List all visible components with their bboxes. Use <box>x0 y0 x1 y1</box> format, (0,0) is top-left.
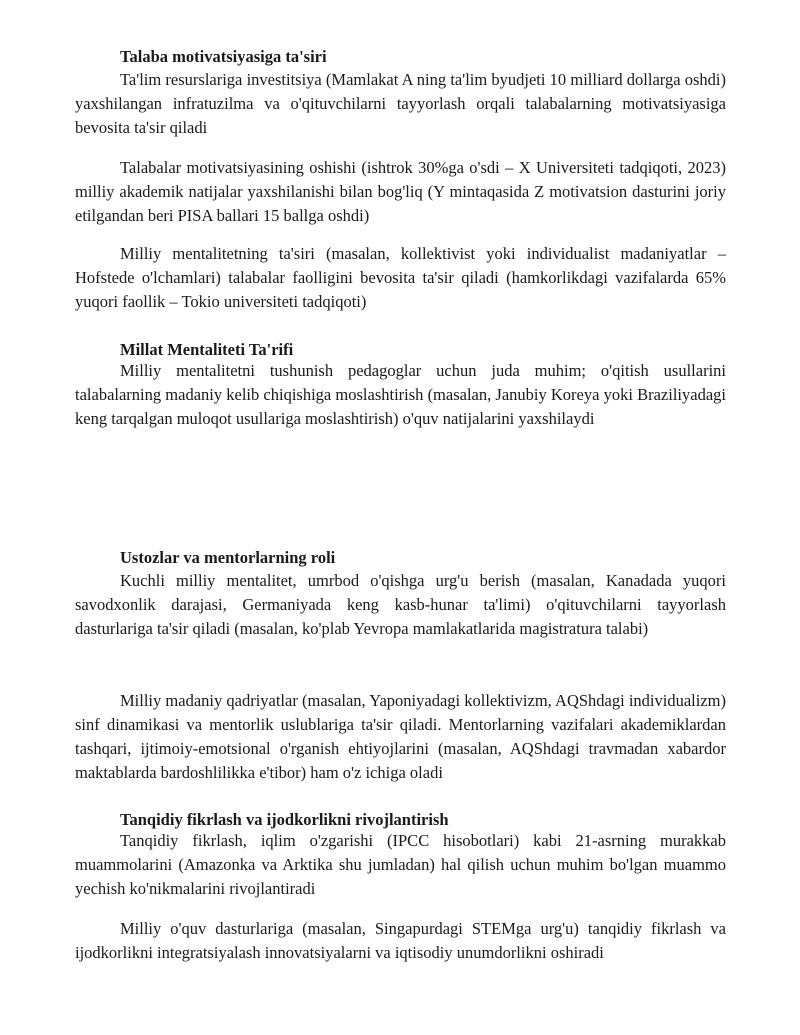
paragraph-strong-mentality: Kuchli milliy mentalitet, umrbod o'qishga urg'u berish (masalan, Kanadada yuqori savodxonlik darajasi, Germaniyada keng kasb-hunar ta'limi) o'qituvchilarni tayyorlash dasturlariga ta'sir qiladi (masalan, ko'plab Yevropa mamlakatlarida magistratura talabi) <box>75 571 726 638</box>
paragraph-mentality-definition: Milliy mentalitetni tushunish pedagoglar uchun juda muhim; o'qitish usullarini talabalarning madaniy kelib chiqishiga moslashtirish (masalan, Janubiy Koreya yoki Braziliyadagi keng tarqalgan muloqot usullariga moslashtirish) o'quv natijalarini yaxshilaydi <box>75 361 726 428</box>
paragraph-curricula-integration: Milliy o'quv dasturlariga (masalan, Singapurdagi STEMga urg'u) tanqidiy fikrlash va ijodkorlikni integratsiyalash innovatsiyalarni va iqtisodiy unumdorlikni oshiradi <box>75 919 726 962</box>
paragraph-mentality-influence: Milliy mentalitetning ta'siri (masalan, kollektivist yoki individualist madaniyatlar – Hofstede o'lchamlari) talabalar faolligini bevosita ta'sir qiladi (hamkorlikdagi vazifalarda 65% yuqori faollik – Tokio universiteti tadqiqoti) <box>75 244 726 311</box>
section-heading-mentors: Ustozlar va mentorlarning roli <box>120 548 336 567</box>
paragraph-cultural-values: Milliy madaniy qadriyatlar (masalan, Yaponiyadagi kollektivizm, AQShdagi individualizm) sinf dinamikasi va mentorlik uslublariga ta'sir qiladi. Mentorlarning vazifalari akademiklardan tashqari, ijtimoiy-emotsional o'rganish ehtiyojlarini (masalan, AQShdagi travmadan xabardor maktablarda bardoshlilikka e'tibor) ham o'z ichiga oladi <box>75 691 726 782</box>
section-heading-critical-thinking: Tanqidiy fikrlash va ijodkorlikni rivojlantirish <box>120 810 449 829</box>
paragraph-investment: Ta'lim resurslariga investitsiya (Mamlakat A ning ta'lim byudjeti 10 milliard dollarga oshdi) yaxshilangan infratuzilma va o'qituvchilarni tayyorlash orqali talabalarning motivatsiyasiga bevosita ta'sir qiladi <box>75 70 726 137</box>
paragraph-motivation-growth: Talabalar motivatsiyasining oshishi (ishtrok 30%ga o'sdi – X Universiteti tadqiqoti, 2023) milliy akademik natijalar yaxshilanishi bilan bog'liq (Y mintaqasida Z motivatsion dasturini joriy etilgandan beri PISA ballari 15 ballga oshdi) <box>75 158 726 225</box>
section-heading-motivation: Talaba motivatsiyasiga ta'siri <box>120 47 327 66</box>
paragraph-critical-thinking: Tanqidiy fikrlash, iqlim o'zgarishi (IPCC hisobotlari) kabi 21-asrning murakkab muammolarini (Amazonka va Arktika shu jumladan) hal qilish uchun muhim bo'lgan muammo yechish ko'nikmalarini rivojlantiradi <box>75 831 726 898</box>
section-heading-mentality: Millat Mentaliteti Ta'rifi <box>120 340 294 359</box>
